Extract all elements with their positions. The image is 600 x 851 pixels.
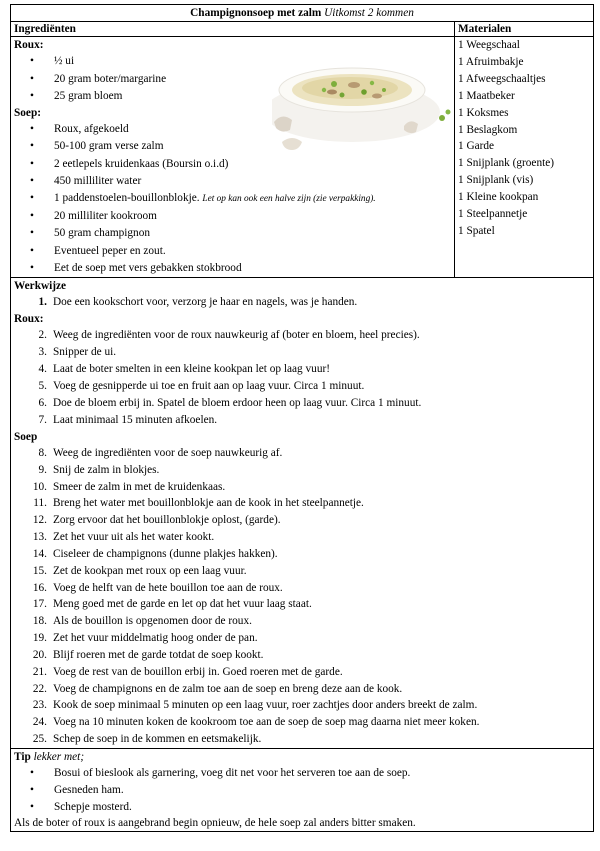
step-text: Voeg na 10 minuten koken de kookroom toe aan de soep de soep mag daarna niet meer koken. [53,716,480,729]
step-item [14,563,590,580]
step-text: Laat de boter smelten in een kleine kookpan let op laag vuur! [53,363,330,376]
step-number: 16. [32,581,47,594]
step-item [14,378,590,395]
step-number: 5. [38,380,47,392]
roux-heading: Roux: [14,39,44,51]
step-number: 17. [32,598,47,611]
list-item: • Roux, afgekoeld [14,121,451,138]
step-number: 1. [38,296,47,309]
list-item: • 20 milliliter kookroom [14,208,451,225]
title-main: Champignonsoep met zalm [190,7,322,19]
soep-steps [14,445,590,748]
material-item: 1 Afweegschaaltjes [458,72,546,85]
step-text: Voeg de gesnipperde ui toe en fruit aan op laag vuur. Circa 1 minuut. [53,380,365,392]
step-number: 20. [32,648,47,661]
material-item: 1 Spatel [458,224,495,237]
material-item: 1 Snijplank (vis) [458,174,534,187]
step-text: Zet de kookpan met roux op een laag vuur. [53,564,247,577]
list-item: • ½ ui [14,53,451,70]
material-item: 1 Kleine kookpan [458,191,539,204]
step-text: Voeg de rest van de bouillon erbij in. Goed roeren met de garde. [53,665,343,678]
step-text: Voeg de helft van de hete bouillon toe aan de roux. [53,581,283,594]
list-item: • 50-100 gram verse zalm [14,138,451,155]
step-number: 21. [32,665,47,678]
step-item [14,529,590,546]
material-item: 1 Steelpannetje [458,208,528,221]
step-text: Snij de zalm in blokjes. [53,463,160,476]
recipe-document [10,4,593,832]
step-text: Breng het water met bouillonblokje aan de kook in het steelpannetje. [53,497,364,510]
title-yield: Uitkomst 2 kommen [324,7,414,19]
list-item: • Bosui of bieslook als garnering, voeg dit net voor het serveren toe aan de soep. [14,765,590,782]
step-text: Zet het vuur middelmatig hoog onder de pan. [53,632,258,645]
step-item [14,412,590,429]
step-number: 11. [33,497,47,510]
step-item [14,580,590,597]
step-item [14,327,590,344]
step-number: 19. [32,632,47,645]
step-item [14,462,590,479]
step-item [14,546,590,563]
step-item [14,647,590,664]
step-item [14,664,590,681]
materials-header: Materialen [455,22,594,37]
step-number: 8. [38,446,47,459]
tip-footer: Als de boter of roux is aangebrand begin opnieuw, de hele soep zal anders bitter smaken. [14,817,416,830]
step-item [14,613,590,630]
step-text: Blijf roeren met de garde totdat de soep kookt. [53,648,264,661]
step-number: 9. [38,463,47,476]
bouillon-label: 1 paddenstoelen-bouillonblokje. [54,192,200,205]
step-number: 22. [32,682,47,695]
step-number: 14. [32,547,47,560]
step-text: Ciseleer de champignons (dunne plakjes hakken). [53,547,278,560]
material-item: 1 Koksmes [458,106,509,119]
step-text: Kook de soep minimaal 5 minuten op een laag vuur, roer zachtjes door anders breekt de zalm. [53,699,478,712]
material-item: 1 Beslagkom [458,123,518,136]
step-item [14,361,590,378]
step-number: 4. [38,363,47,376]
list-item: • Eet de soep met vers gebakken stokbrood [14,260,451,277]
material-item: 1 Garde [458,140,495,153]
material-item: 1 Weegschaal [458,39,520,51]
step-item [14,395,590,412]
step-item [14,512,590,529]
list-item [14,190,451,208]
step-item [14,344,590,361]
step-text: Als de bouillon is opgenomen door de roux. [53,615,252,628]
step-item [14,681,590,698]
step-number: 6. [38,396,47,409]
step-item [14,479,590,496]
step-number: 10. [32,480,47,493]
list-item: • Gesneden ham. [14,782,590,799]
recipe-title [11,5,594,22]
step-text: Zorg ervoor dat het bouillonblokje oplost, (garde). [53,514,281,527]
step-item [14,731,590,748]
list-item: • 20 gram boter/margarine [14,71,451,88]
step-item [14,445,590,462]
bouillon-note: Let op kan ook een halve zijn (zie verpakking). [202,194,376,205]
step-text: Meng goed met de garde en let op dat het vuur laag staat. [53,598,312,611]
tip-subtitle: lekker met; [33,751,85,764]
step-number: 7. [38,413,47,426]
tip-label: Tip [14,751,31,764]
list-item: • 2 eetlepels kruidenkaas (Boursin o.i.d) [14,156,451,173]
method-cell [11,278,594,749]
step-text: Doe een kookschort voor, verzorg je haar en nagels, was je handen. [53,296,358,309]
soep-steps-heading: Soep [14,430,38,443]
step-item [14,596,590,613]
step-text: Doe de bloem erbij in. Spatel de bloem erdoor heen op laag vuur. Circa 1 minuut. [53,396,422,409]
step-text: Weeg de ingrediënten voor de soep nauwkeurig af. [53,446,283,459]
step-item [14,294,590,311]
method-steps [14,294,590,311]
tip-heading [14,749,590,765]
list-item: • Schepje mosterd. [14,799,590,816]
materials-cell [455,37,594,278]
soup-bowl-image [272,52,458,152]
step-item [14,630,590,647]
step-text: Weeg de ingrediënten voor de roux nauwkeurig af (boter en bloem, heel precies). [53,329,420,342]
step-text: Schep de soep in de kommen en eetsmakelijk. [53,733,262,746]
roux-steps-heading: Roux: [14,313,44,326]
step-text: Laat minimaal 15 minuten afkoelen. [53,413,218,426]
step-number: 12. [32,514,47,527]
werkwijze-heading: Werkwijze [14,280,67,293]
step-number: 23. [32,699,47,712]
step-number: 15. [32,564,47,577]
step-text: Smeer de zalm in met de kruidenkaas. [53,480,226,493]
tip-cell [11,749,594,832]
step-number: 2. [38,329,47,342]
material-item: 1 Snijplank (groente) [458,157,555,170]
step-text: Zet het vuur uit als het water kookt. [53,531,215,544]
soep-heading: Soep: [14,106,41,119]
roux-steps [14,327,590,428]
tip-list [14,765,590,815]
material-item: 1 Afruimbakje [458,55,524,68]
material-item: 1 Maatbeker [458,89,515,102]
step-number: 3. [38,346,47,359]
list-item: • 450 milliliter water [14,173,451,190]
ingredients-header: Ingrediënten [11,22,455,37]
step-number: 25. [32,733,47,746]
list-item: • 50 gram champignon [14,225,451,242]
step-number: 13. [32,531,47,544]
step-text: Snipper de ui. [53,346,117,359]
step-number: 18. [32,615,47,628]
step-number: 24. [32,716,47,729]
step-text: Voeg de champignons en de zalm toe aan de soep en breng deze aan de kook. [53,682,403,695]
list-item: • 25 gram bloem [14,88,451,105]
step-item [14,714,590,731]
list-item: • Eventueel peper en zout. [14,243,451,260]
step-item [14,697,590,714]
step-item [14,495,590,512]
